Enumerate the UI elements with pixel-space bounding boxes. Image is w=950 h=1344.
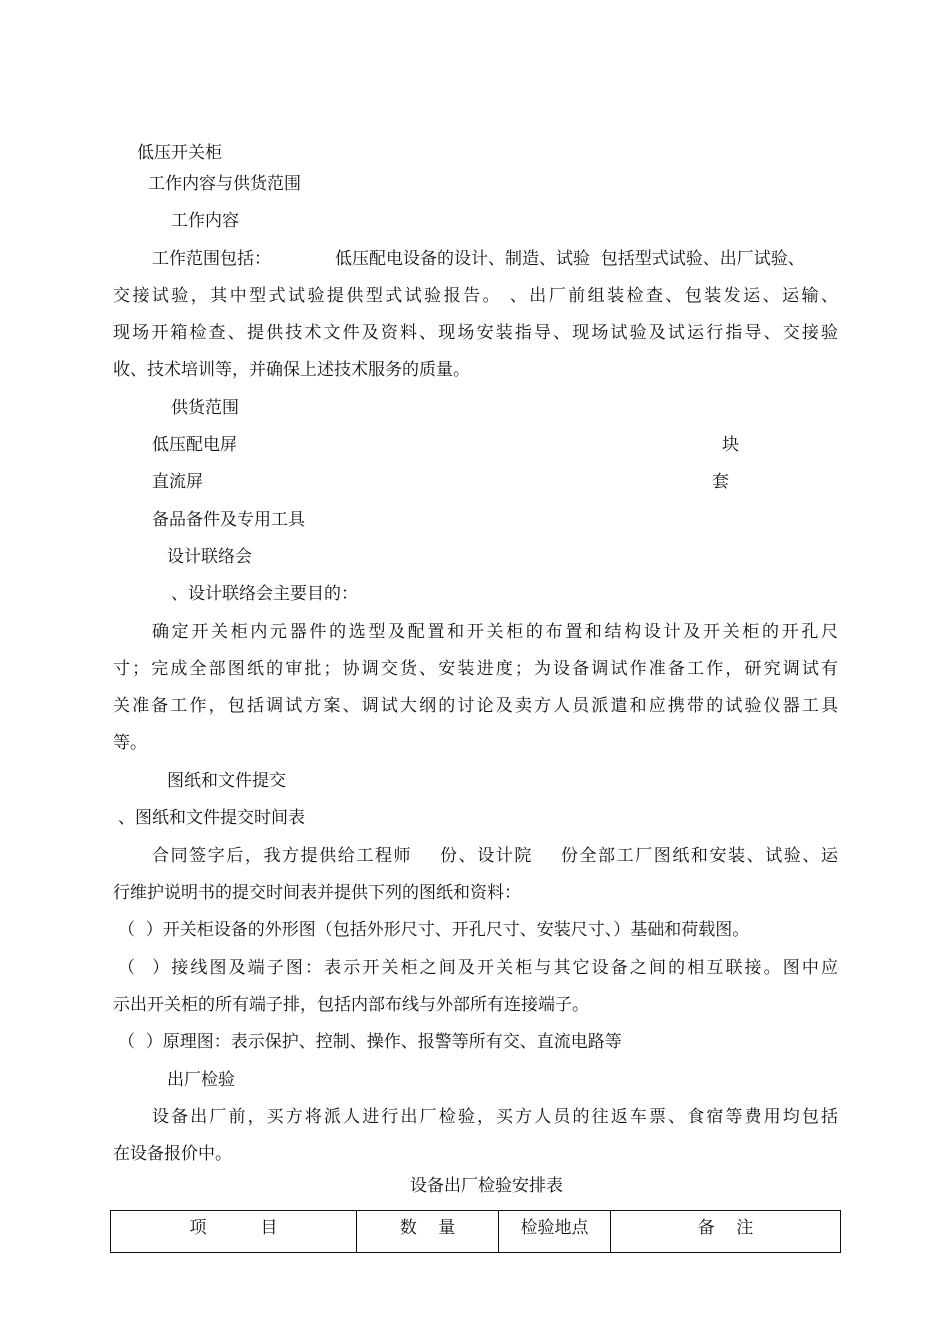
drawing-item: （ ）接线图及端子图：表示开关柜之间及开关柜与其它设备之间的相互联接。图中应 — [118, 958, 838, 978]
doc-title: 低压开关柜 — [137, 143, 222, 163]
section-heading-work-supply: 工作内容与供货范围 — [148, 174, 301, 194]
drawing-item-cont: 示出开关柜的所有端子排，包括内部布线与外部所有连接端子。 — [113, 995, 589, 1015]
table-header-location: 检验地点 — [499, 1211, 611, 1253]
supply-item-unit: 套 — [712, 472, 729, 492]
table-header-remarks: 备 注 — [611, 1211, 841, 1253]
meeting-line: 关准备工作，包括调试方案、调试大纲的讨论及卖方人员派遣和应携带的试验仪器工具 — [113, 696, 838, 716]
subheading-design-meeting: 设计联络会 — [167, 547, 252, 567]
table-header-quantity: 数 量 — [357, 1211, 499, 1253]
subheading-work-content: 工作内容 — [171, 211, 239, 231]
inspection-line: 在设备报价中。 — [113, 1144, 232, 1164]
table-title: 设备出厂检验安排表 — [410, 1176, 563, 1196]
drawings-schedule-heading: 、图纸和文件提交时间表 — [118, 808, 305, 828]
subheading-factory-inspection: 出厂检验 — [167, 1070, 235, 1090]
subheading-drawings: 图纸和文件提交 — [167, 771, 286, 791]
table-header-item: 项 目 — [111, 1211, 357, 1253]
drawing-item: （ ）开关柜设备的外形图（包括外形尺寸、开孔尺寸、安装尺寸、）基础和荷载图。 — [118, 920, 750, 940]
supply-item-name: 直流屏 — [152, 472, 203, 492]
meeting-purpose-heading: 、设计联络会主要目的： — [171, 584, 358, 604]
inspection-table — [110, 1210, 841, 1253]
scope-label: 工作范围包括： — [152, 249, 271, 269]
scope-line: 现场开箱检查、提供技术文件及资料、现场安装指导、现场试验及试运行指导、交接验 — [113, 323, 838, 343]
inspection-line-first: 设备出厂前，买方将派人进行出厂检验，买方人员的往返车票、食宿等费用均包括 — [152, 1107, 838, 1127]
scope-line: 收、技术培训等，并确保上述技术服务的质量。 — [113, 360, 470, 380]
drawings-line: 行维护说明书的提交时间表并提供下列的图纸和资料： — [113, 883, 521, 903]
meeting-line: 寸；完成全部图纸的审批；协调交货、安装进度；为设备调试作准备工作，研究调试有 — [113, 659, 838, 679]
supply-item-name: 低压配电屏 — [152, 435, 237, 455]
supply-item-unit: 块 — [722, 435, 739, 455]
drawing-item: （ ）原理图：表示保护、控制、操作、报警等所有交、直流电路等 — [118, 1032, 622, 1052]
meeting-line: 等。 — [113, 733, 147, 753]
scope-text: 低压配电设备的设计、制造、试验 包括型式试验、出厂试验、 — [335, 249, 805, 269]
supply-item-name: 备品备件及专用工具 — [152, 510, 305, 530]
table-header-row — [111, 1211, 841, 1253]
scope-line: 交接试验，其中型式试验提供型式试验报告。 、出厂前组装检查、包装发运、运输、 — [113, 286, 838, 306]
meeting-line-first: 确定开关柜内元器件的选型及配置和开关柜的布置和结构设计及开关柜的开孔尺 — [152, 622, 838, 642]
drawings-line-first: 合同签字后，我方提供给工程师 份、设计院 份全部工厂图纸和安装、试验、运 — [152, 846, 838, 866]
subheading-supply-scope: 供货范围 — [171, 398, 239, 418]
